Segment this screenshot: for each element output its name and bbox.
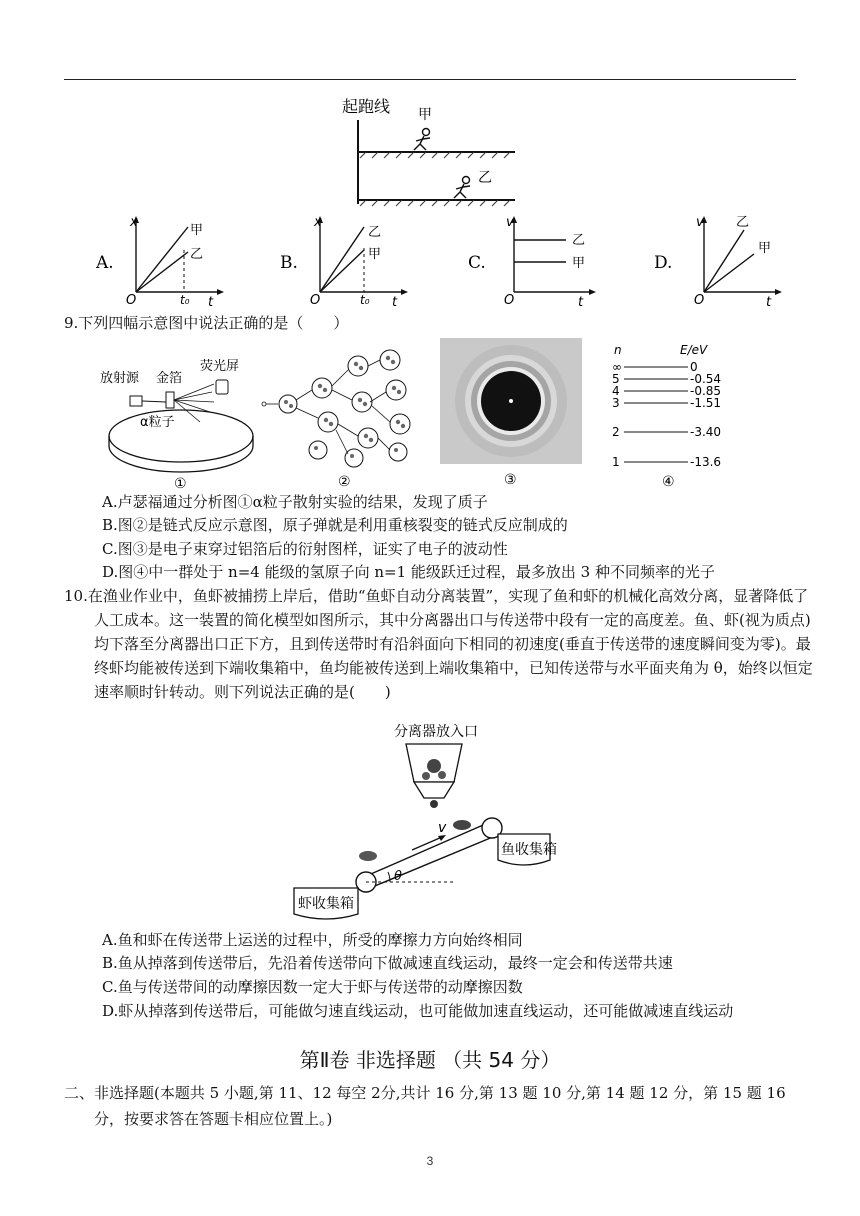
svg-text:乙: 乙 (368, 225, 382, 240)
svg-text:-0.85: -0.85 (690, 384, 722, 398)
conveyor-figure (286, 720, 576, 925)
runner-a-icon (414, 129, 430, 151)
svg-text:t: t (392, 295, 398, 307)
svg-text:金箔: 金箔 (156, 371, 183, 386)
q10-option-c: C.鱼与传送带间的动摩擦因数一定大于虾与传送带的动摩擦因数 (102, 978, 523, 996)
runner-b-label: 乙 (478, 170, 492, 186)
svg-text:荧光屏: 荧光屏 (200, 359, 240, 374)
svg-text:x: x (130, 215, 138, 230)
svg-text:B.: B. (280, 253, 298, 273)
svg-text:3: 3 (612, 396, 620, 410)
q9-option-d: D.图④中一群处于 n=4 能级的氢原子向 n=1 能级跃迁过程，最多放出 3 种不同频率的光子 (102, 563, 715, 581)
svg-text:④: ④ (662, 474, 675, 490)
svg-text:O: O (694, 293, 705, 307)
alpha-scattering-figure (96, 352, 266, 490)
energy-level-figure (612, 340, 742, 490)
svg-text:O: O (504, 293, 515, 307)
chain-reaction-figure (258, 346, 428, 490)
svg-text:乙: 乙 (736, 215, 750, 230)
svg-text:5: 5 (612, 372, 620, 386)
section-title: 第Ⅱ卷 非选择题 （共 54 分） (299, 1048, 561, 1072)
svg-text:n: n (614, 343, 622, 357)
svg-text:①: ① (174, 476, 187, 490)
svg-text:甲: 甲 (572, 256, 586, 271)
svg-text:4: 4 (612, 384, 620, 398)
option-a-graph (96, 212, 226, 307)
svg-text:t: t (208, 295, 214, 307)
q9-option-a: A.卢瑟福通过分析图①α粒子散射实验的结果，发现了质子 (102, 493, 488, 511)
svg-text:v: v (506, 215, 514, 230)
q10-option-d: D.虾从掉落到传送带后，可能做匀速直线运动，也可能做加速直线运动，还可能做减速直线运动 (102, 1002, 734, 1020)
svg-text:v: v (438, 820, 447, 836)
q9-stem: 9.下列四幅示意图中说法正确的是（ ） (64, 314, 349, 332)
section-instructions: 二、非选择题(本题共 5 小题,第 11、12 每空 2分,共计 16 分,第 13 题 10 分,第 14 题 12 分，第 15 题 16 分，按要求答在答题卡相应位置上。) (64, 1084, 786, 1128)
svg-text:-0.54: -0.54 (690, 372, 722, 386)
svg-text:1: 1 (612, 455, 620, 469)
start-line-label: 起跑线 (342, 97, 391, 116)
svg-text:鱼收集箱: 鱼收集箱 (501, 842, 557, 858)
svg-text:甲: 甲 (368, 247, 382, 262)
svg-text:乙: 乙 (190, 247, 204, 262)
svg-text:A.: A. (96, 253, 114, 273)
svg-text:α粒子: α粒子 (140, 415, 175, 430)
svg-text:甲: 甲 (190, 223, 204, 238)
q10-option-a: A.鱼和虾在传送带上运送的过程中，所受的摩擦力方向始终相同 (102, 931, 523, 949)
svg-text:甲: 甲 (758, 241, 772, 256)
svg-text:t₀: t₀ (180, 293, 190, 307)
svg-text:O: O (310, 293, 321, 307)
q10-option-b: B.鱼从掉落到传送带后，先沿着传送带向下做减速直线运动，最终一定会和传送带共速 (102, 954, 673, 972)
header-rule (64, 79, 796, 80)
option-b-graph (280, 212, 410, 307)
svg-text:虾收集箱: 虾收集箱 (298, 896, 354, 912)
svg-text:x: x (314, 215, 322, 230)
q10-stem: 10.在渔业作业中，鱼虾被捕捞上岸后，借助“鱼虾自动分离装置”，实现了鱼和虾的机械化高效分离，显著降低了人工成本。这一装置的简化模型如图所示，其中分离器出口与传送带中段有一定的高度差。鱼、虾(视为质点)均下落至分离器出口正下方，且到传送带时有沿斜面向下相同的初速度(垂直于传送带的速度瞬间变为零)。最终虾均能被传送到下端收集箱中，鱼均能被传送到上端收集箱中，已知传送带与水平面夹角为 θ，始终以恒定速率顺时针转动。则下列说法正确的是( ) (64, 587, 813, 701)
svg-text:-1.51: -1.51 (690, 396, 722, 410)
svg-text:2: 2 (612, 425, 620, 439)
svg-text:∞: ∞ (612, 360, 622, 374)
electron-diffraction-figure (440, 338, 582, 490)
q9-option-b: B.图②是链式反应示意图，原子弹就是利用重核裂变的链式反应制成的 (102, 516, 568, 534)
svg-text:分离器放入口: 分离器放入口 (394, 724, 478, 740)
svg-text:-3.40: -3.40 (690, 425, 722, 439)
q9-option-c: C.图③是电子束穿过铝箔后的衍射图样，证实了电子的波动性 (102, 540, 508, 558)
runner-b-icon (454, 177, 470, 199)
option-c-graph (468, 212, 598, 307)
svg-text:③: ③ (504, 472, 517, 488)
option-d-graph (654, 212, 784, 307)
svg-text:②: ② (338, 474, 351, 490)
svg-text:C.: C. (468, 253, 486, 273)
svg-text:放射源: 放射源 (100, 371, 140, 386)
runner-a-label: 甲 (418, 107, 432, 123)
svg-text:乙: 乙 (572, 233, 586, 248)
svg-text:v: v (696, 215, 704, 230)
svg-text:t: t (766, 295, 772, 307)
svg-text:E/eV: E/eV (680, 343, 708, 357)
race-start-figure (330, 92, 530, 207)
svg-text:θ: θ (394, 869, 402, 884)
svg-text:-13.6: -13.6 (690, 455, 722, 469)
svg-text:0: 0 (690, 360, 698, 374)
page-number: 3 (426, 1154, 434, 1168)
svg-text:D.: D. (654, 253, 673, 273)
svg-text:t₀: t₀ (360, 293, 370, 307)
svg-text:O: O (126, 293, 137, 307)
svg-text:t: t (578, 295, 584, 307)
